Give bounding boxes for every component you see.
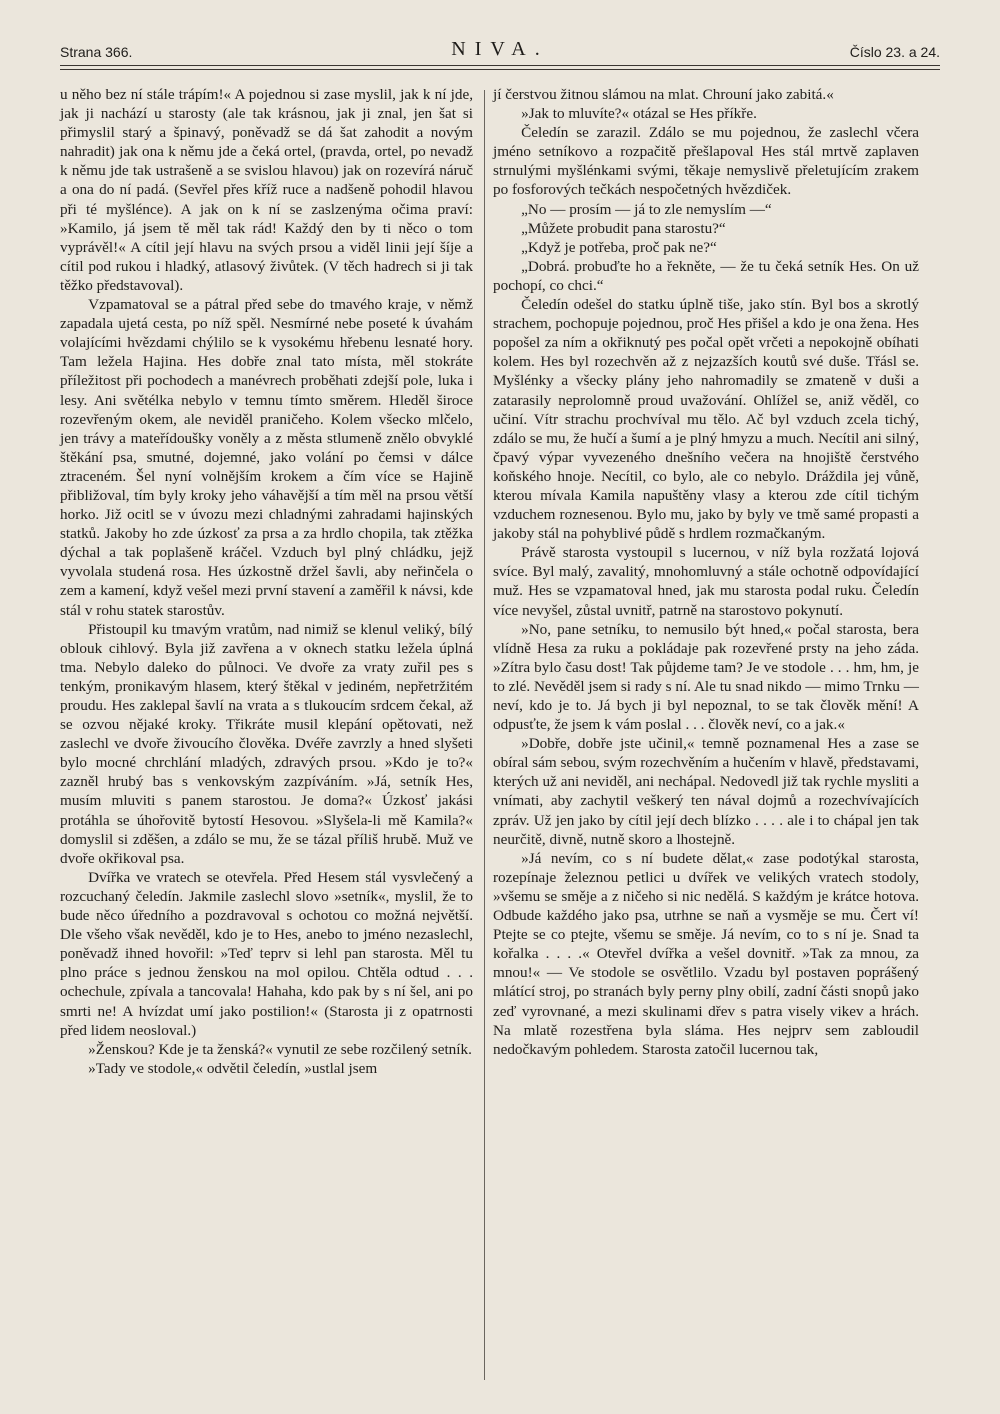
paragraph: »Ženskou? Kde je ta ženská?« vynutil ze sebe rozčilený setník. (88, 1040, 472, 1058)
header-rule-top (60, 65, 940, 66)
paragraph: Vzpamatoval se a pátral před sebe do tmavého kraje, v němž zapadala ujetá cesta, po níž spěl. Nesmírné nebe poseté k úvahám volajícími hvězdami chýlilo se k vysokému hřebenu lesnaté hory. Tam ležela Hajina. Hes dobře znal tato místa, měl stokráte příležitost při pochodech a manévrech proběhati zdejší pole, luka i lesy. Ani světélka nebylo v temnu tímto směrem. Hleděl široce rozevřeným okem, ale neviděl praničeho. Kolem všecko mlčelo, jen trávy a mateřídoušky voněly a z města stlumeně znělo obvyklé štěkání psa, smutné, dojemné, jako volání po čemsi v dálce ztraceném. Šel nyní volnějším krokem a čím více se Hajině přibližoval, tím byly kroky jeho váhavější a tím měl na prsou větší horko. Již ocitl se v úvozu mezi chladnými zahradami hajinských statků. Jakoby ho zde úzkosť za prsa a za hrdlo chopila, tak ztěžka dýchal a tak poplašeně kráčel. Vzduch byl plný chládku, jejž vyvolala studená rosa. Hes úzkostně držel šavli, aby neřinčela o zem a kamení, když vešel mezi první stavení a zaměřil k návsi, kde stál v rohu statek starostův. (60, 296, 473, 619)
paragraph: »Dobře, dobře jste učinil,« temně poznamenal Hes a zase se obíral sám sebou, svým rozechvěním a hučením v hlavě, představami, kterých už ani neviděl, ani nechápal. Nedovedl již tak rychle mysliti a vnímati, aby zachytil veškerý ten nával dojmů a rozechvívajících zpráv. Už jen jako by cítil její dech blízko . . . . ale i to chápal jen tak neurčitě, divně, nutně skoro a lhostejně. (493, 735, 919, 848)
paragraph: Čeledín se zarazil. Zdálo se mu pojednou, že zaslechl včera jméno setníkovo a rozpačitě přešlapoval Hes stál mrtvě zaplaven strnulými myšlénkami svými, těkaje nemyslivě přeletujícím zrakem po fosforových tečkách nespočetných hvězdiček. (493, 124, 919, 199)
paragraph: Přistoupil ku tmavým vratům, nad nimiž se klenul veliký, bílý oblouk cihlový. Byla již zavřena a v oknech statku ležela úplná tma. Nebylo daleko do půlnoci. Ve dvoře za vraty zuřil pes s tenkým, pronikavým hlasem, který štěkal v jediném, nepřetržitém proudu. Hes zaklepal šavlí na vrata a s tlukoucím srdcem čekal, až se ozvou nějaké kroky. Třikráte musil klepání opětovati, než zaslechl ve dvoře živoucího člověka. Dvéře zavrzly a hned slyšeti bylo mocné chrchlání mladých, zdravých prsou. »Kdo je to?« zazněl hrubý bas s venkovským zazpíváním. »Já, setník Hes, musím mluviti s panem starostou. Je doma?« Úzkosť jakási protáhla se úhořovitě bytostí Hesovou. »Slyšela-li mě Kamila?« domyslil si zděšen, a zdálo se mu, že se tázal příliš hrubě. Muž ve dvoře okřikoval psa. (60, 620, 473, 867)
paragraph: »No, pane setníku, to nemusilo být hned,« počal starosta, bera vlídně Hesa za ruku a pokládaje pak rozevřené prsty na jeho záda. »Zítra bylo času dost! Tak půjdeme tam? Je ve stodole . . . hm, hm, je to zlé. Nevěděl jsem si rady s ní. Ale tu snad nikdo — mimo Trnku — neví, kdo je to. Já bych ji byl nepoznal, to se tak člověk mění! A odpusťte, že jsem k vám poslal . . . člověk neví, co a jak.« (493, 620, 919, 734)
left-column (60, 85, 473, 1078)
right-column (493, 85, 919, 1059)
header-rule-bottom (60, 69, 940, 70)
page-number: Strana 366. (60, 44, 133, 60)
column-divider (484, 90, 485, 1380)
paragraph: „Když je potřeba, proč pak ne?“ (521, 238, 717, 256)
paragraph: jí čerstvou žitnou slámou na mlat. Chrouní jako zabitá.« (493, 86, 834, 103)
page-header (60, 38, 940, 68)
paragraph: Čeledín odešel do statku úplně tiše, jako stín. Byl bos a skrotlý strachem, pochopuje pojednou, proč Hes přišel a kdo je ona žena. Hes popošel za ním a okřiknutý pes počal opět vrčeti a nepokojně obíhati kolem. Hes byl rozechvěn až z nejzazších koutů své duše. Třásl se. Myšlénky a všecky plány jeho nahromadily se zmateně v duši a zatarasily neprolomně proud uvažování. Ohlížel se, aniž věděl, co učiní. Vítr strachu prochvíval mu tělo. Ač byl vzduch zcela tichý, zdálo se mu, že hučí a šumí a je plný hmyzu a much. Necítil ani silný, čpavý výpar vyvezeného dnešního večera na hnojiště čerstvého koňského hnoje. Necítil, co bylo, ale co nebylo. Dráždila jej vůně, kterou mívala Kamila napuštěny vlasy a kterou zde cítil tichým vzduchem roznesenou. Bylo mu, jako by byly ve tmě samé propasti a jakoby stál na pohyblivé půdě s hrdlem rozmačkaným. (493, 296, 919, 543)
issue-number: Číslo 23. a 24. (849, 44, 940, 60)
paragraph: u něho bez ní stále trápím!« A pojednou si zase myslil, jak k ní jde, jak ji nachází u starosty (ale tak krásnou, jak ji znal, jen šat si přimyslil starý a špinavý, poněvadž se dá šat zahodit a novým nahradit) jak ona k němu jde a čeká ortel, (pravda, ortel, po nevadž k němu jde tak ustrašeně a se svislou hlavou) jak on rozevírá náruč a ona do ní padá. (Sevřel přes kříž ruce a nadšeně pohodil hlavou při té myšlénce). A jak on k ní se zaslzenýma očima praví: »Kamilo, já jsem tě měl tak rád! Každý den by ti něco o tom vyprávěl!« A cítil její hlavu na svých prsou a viděl linii její šíje a cítil pod rukou i hladký, atlasový živůtek. (V těch hadrech si ji tak těžko představoval). (60, 86, 473, 294)
paragraph: »Tady ve stodole,« odvětil čeledín, »ustlal jsem (88, 1059, 378, 1077)
journal-title: NIVA. (451, 38, 549, 60)
paragraph: Právě starosta vystoupil s lucernou, v níž byla rozžatá lojová svíce. Byl malý, zavalitý, mnohomluvný a stále ochotně odpovídající muž. Hes se vzpamatoval hned, jak mu starosta podal ruku. Čeledín více nevyšel, zůstal uvnitř, patrně na starostovo pokynutí. (493, 544, 919, 619)
paragraph: „No — prosím — já to zle nemyslím —“ (521, 200, 772, 218)
paragraph: »Já nevím, co s ní budete dělat,« zase podotýkal starosta, rozepínaje železnou petlici u dvířek ve velikých vratech stodoly, »všemu se směje a z ničeho si nic nedělá. S každým je krátce hotova. Odbude každého jako psa, utrhne se naň a vysměje se mu. Čert ví! Ptejte se co ptejte, všemu se směje. Já nevím, co to s ní je. Snad ta kořalka . . . .« Otevřel dvířka a vešel dovnitř. »Tak za mnou, za mnou!« — Ve stodole se osvětlilo. Vzadu byl postaven poprášený mlátící stroj, po stranách byly perny plny obilí, zadní části snopů jako zeď vyrovnané, a mezi skulinami dřev s patra visely vikev a hrách. Na mlatě rozestřena byla sláma. Hes nejprv sem zabloudil nedočkavým pohledem. Starosta zatočil lucernou tak, (493, 849, 919, 1058)
paragraph: Dvířka ve vratech se otevřela. Před Hesem stál vysvlečený a rozcuchaný čeledín. Jakmile zaslechl slovo »setník«, myslil, že to bude něco úředního a pozdravoval s ochotou co možná největší. Dle všeho však nevěděl, kdo je to Hes, anebo to jméno nezaslechl, poněvadž ihned hovořil: »Teď teprv si lehl pan starosta. Měl tu plno práce s jednou ženskou na mol opilou. Chtěla odtud . . . ochechule, zpívala a tancovala! Hahaha, kdo pak by s ní šel, ani po smrti ne! A hvízdat umí jako postilion!« (Starosta ji z opatrnosti před lidem neosloval.) (60, 868, 473, 1039)
paragraph: „Můžete probudit pana starostu?“ (521, 219, 726, 237)
paragraph: »Jak to mluvíte?« otázal se Hes příkře. (521, 105, 757, 123)
paragraph: „Dobrá. probuďte ho a řekněte, — že tu čeká setník Hes. On už pochopí, co chci.“ (493, 257, 919, 294)
